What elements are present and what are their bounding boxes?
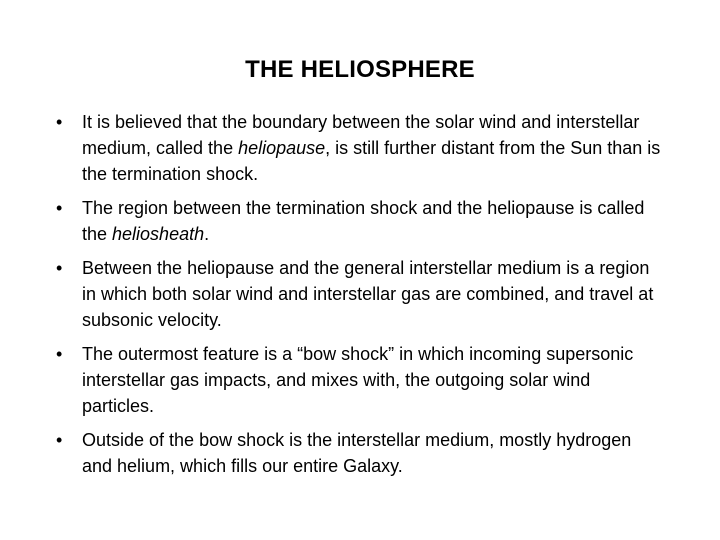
- bullet-marker: •: [56, 344, 63, 364]
- bullet-text-end: .: [204, 224, 210, 244]
- bullet-text: It is believed that the boundary between the solar wind and interstellar medium, called the: [82, 112, 640, 158]
- slide-title: THE HELIOSPHERE: [245, 56, 475, 83]
- bullet-emphasis: heliopause: [238, 138, 326, 158]
- bullet-list: [56, 109, 666, 487]
- bullet-text: The region between the termination shock and the heliopause is called the: [82, 198, 645, 244]
- bullet-item-2: [56, 195, 666, 247]
- bullet-item-3: [56, 255, 666, 333]
- bullet-text: Between the heliopause and the general interstellar medium is a region in which both solar wind and interstellar gas are combined, and travel at subsonic velocity.: [82, 258, 654, 330]
- bullet-text: Outside of the bow shock is the interstellar medium, mostly hydrogen and helium, which fills our entire Galaxy.: [82, 430, 632, 476]
- bullet-text: The outermost feature is a “bow shock” in which incoming supersonic interstellar gas impacts, and mixes with, the outgoing solar wind particles.: [82, 344, 634, 416]
- bullet-item-5: [56, 427, 666, 479]
- bullet-marker: •: [56, 198, 63, 218]
- bullet-marker: •: [56, 258, 63, 278]
- bullet-emphasis: heliosheath: [112, 224, 205, 244]
- bullet-text-end: , is still further distant from the Sun than is the termination shock.: [82, 138, 661, 184]
- bullet-item-1: [56, 109, 666, 187]
- bullet-marker: •: [56, 430, 63, 450]
- bullet-marker: •: [56, 112, 63, 132]
- bullet-item-4: [56, 341, 666, 419]
